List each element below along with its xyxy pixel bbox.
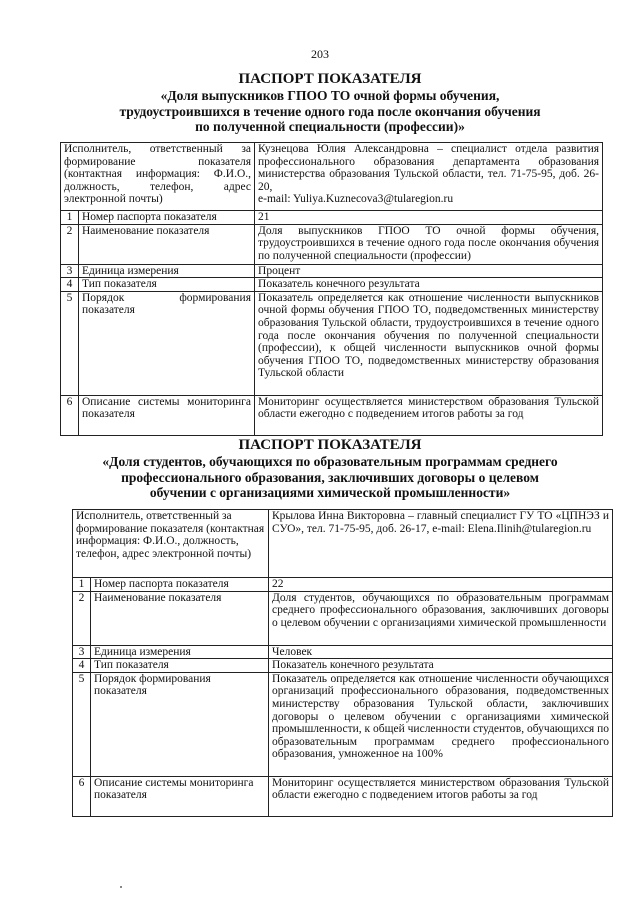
row-number: 1 [61,211,79,225]
row-number: 5 [61,291,79,395]
table-row [73,645,613,659]
row-label: Тип показателя [91,659,269,673]
row-label: Порядок формирования показателя [79,291,255,395]
row-number: 3 [73,645,91,659]
row-number: 2 [61,224,79,264]
row-value: 21 [255,211,603,225]
row-value: Человек [269,645,613,659]
row-value: Доля студентов, обучающихся по образовательным программам среднего профессионального образования, заключивших договоры о целевом обучении с организациями химической промышленности [269,591,613,645]
row-value: Процент [255,264,603,278]
executor-label: Исполнитель, ответственный за формирование показателя (контактная информация: Ф.И.О., должность, телефон, адрес электронной почты) [61,143,255,211]
row-label: Описание системы мониторинга показателя [79,395,255,435]
passport-2-subtitle-line-2: профессионального образования, заключивших договоры о целевом [121,469,539,485]
table-row [61,224,603,264]
row-label: Порядок формирования показателя [91,672,269,776]
row-number: 5 [73,672,91,776]
table-row [73,672,613,776]
passport-2-subtitle-line-1: «Доля студентов, обучающихся по образовательным программам среднего [102,454,558,469]
passport-1-heading [40,71,620,135]
row-value: 22 [269,578,613,592]
executor-value: Крылова Инна Викторовна – главный специалист ГУ ТО «ЦПНЭЗ и СУО», тел. 71-75-95, доб. 26-17, e-mail: Elena.Ilinih@tularegion.ru [269,510,613,578]
executor-label: Исполнитель, ответственный за формирование показателя (контактная информация: Ф.И.О., должность, телефон, адрес электронной почты) [73,510,269,578]
scan-artifact [120,886,122,888]
row-label: Тип показателя [79,278,255,292]
passport-2-heading [40,437,620,501]
table-row [61,291,603,395]
row-label: Единица измерения [91,645,269,659]
table-row [61,278,603,292]
executor-email: e-mail: Yuliya.Kuznecova3@tularegion.ru [258,193,454,206]
passport-1-table [60,142,603,436]
table-row [73,659,613,673]
row-label: Описание системы мониторинга показателя [91,776,269,816]
row-number: 1 [73,578,91,592]
table-row [73,578,613,592]
row-number: 3 [61,264,79,278]
passport-1-subtitle-line-2: трудоустроившихся в течение одного года после окончания обучения [119,103,541,119]
table-row [61,143,603,211]
row-label: Номер паспорта показателя [79,211,255,225]
row-value: Показатель конечного результата [269,659,613,673]
row-label: Номер паспорта показателя [91,578,269,592]
row-number: 4 [61,278,79,292]
passport-2-table [72,509,613,817]
row-value: Мониторинг осуществляется министерством образования Тульской области ежегодно с подведением итогов работы за год [269,776,613,816]
table-row [61,395,603,435]
passport-2-subtitle-line-3: обучении с организациями химической промышленности» [149,485,511,500]
table-row [61,211,603,225]
row-number: 4 [73,659,91,673]
passport-1-subtitle-line-3: по полученной специальности (профессии)» [195,119,465,134]
row-number: 2 [73,591,91,645]
passport-1-subtitle-line-1: «Доля выпускников ГПОО ТО очной формы обучения, [160,88,500,103]
executor-value: Кузнецова Юлия Александровна – специалист отдела развития профессионального образования департамента образования министерства образования Тульской области, тел. 71-75-95, доб. 26-20, [258,143,600,193]
row-value: Показатель определяется как отношение численности выпускников очной формы обучения ГПОО ТО, подведомственных министерству образования Тульской области, трудоустроившихся в течение одного года после окончания обучения по полученной специальности (профессии), к общей численности выпускников очной формы обучения ГПОО ТО, подведомственных министерству образования Тульской области [255,291,603,395]
row-label: Единица измерения [79,264,255,278]
executor-cell [255,143,603,211]
table-row [73,510,613,578]
row-value: Доля выпускников ГПОО ТО очной формы обучения, трудоустроившихся в течение одного года после окончания обучения по полученной специальности (профессии) [255,224,603,264]
row-label: Наименование показателя [79,224,255,264]
table-row [73,776,613,816]
row-label: Наименование показателя [91,591,269,645]
page-number: 203 [311,47,329,61]
row-value: Показатель определяется как отношение численности обучающихся организаций профессионального образования, подведомственных министерству образования Тульской области, заключивших договоры о целевом обучении с организациями химической промышленности, к общей численности студентов, обучающихся по образовательным программам среднего профессионального образования, умноженное на 100% [269,672,613,776]
row-value: Мониторинг осуществляется министерством образования Тульской области ежегодно с подведением итогов работы за год [255,395,603,435]
row-number: 6 [73,776,91,816]
table-row [73,591,613,645]
row-value: Показатель конечного результата [255,278,603,292]
passport-1-title: ПАСПОРТ ПОКАЗАТЕЛЯ [238,71,422,87]
row-number: 6 [61,395,79,435]
passport-2-title: ПАСПОРТ ПОКАЗАТЕЛЯ [238,437,422,453]
table-row [61,264,603,278]
